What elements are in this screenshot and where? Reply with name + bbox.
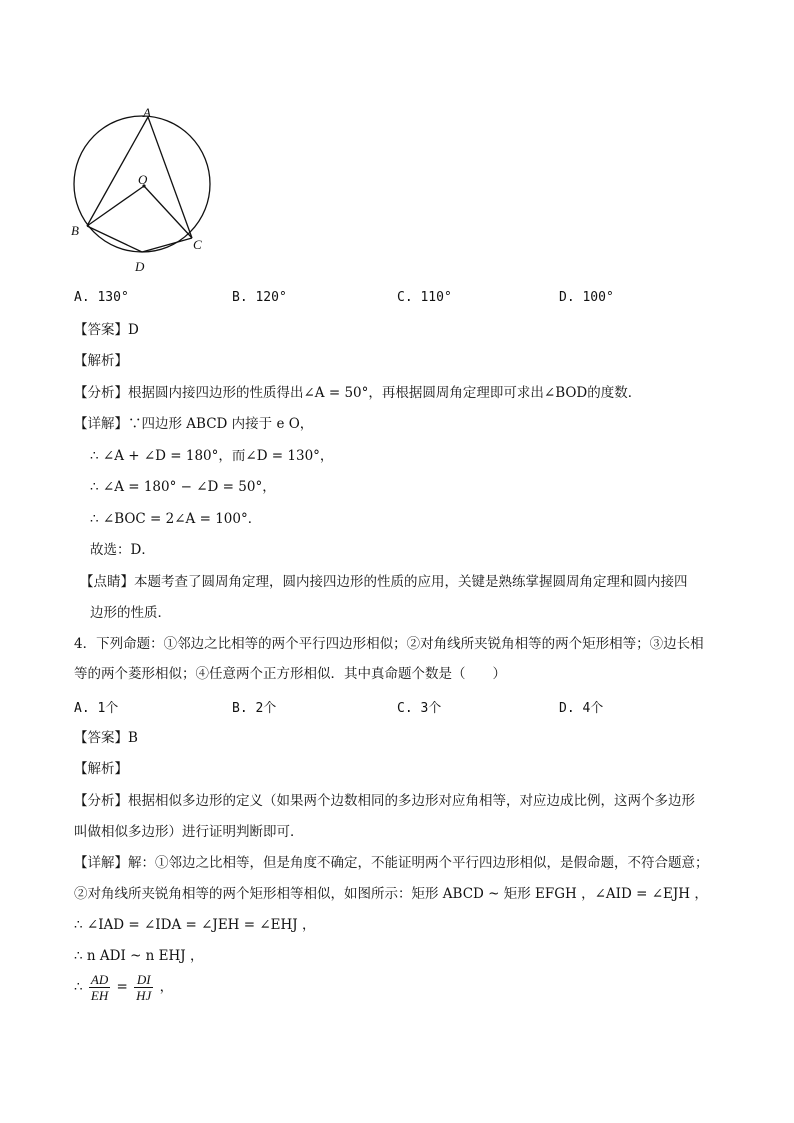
fraction-denominator: HJ — [136, 988, 152, 1003]
q4-option-d: D. 4个 — [559, 701, 604, 716]
q4-stem-line1: 4．下列命题：①邻边之比相等的两个平行四边形相似；②对角线所夹锐角相等的两个矩形相等；③边长相 — [74, 636, 704, 652]
q3-option-a: A. 130° — [74, 290, 129, 305]
q4-fenxi-line2: 叫做相似多边形）进行证明判断即可． — [74, 824, 304, 840]
fraction-numerator: AD — [90, 972, 109, 987]
q3-option-c: C. 110° — [397, 290, 452, 305]
q4-fenxi-line1: 【分析】根据相似多边形的定义（如果两个边数相同的多边形对应角相等，对应边成比例，这两个多边形 — [74, 793, 695, 809]
q4-option-c: C. 3个 — [397, 701, 442, 716]
q4-option-a: A. 1个 — [74, 701, 119, 716]
q3-conclusion: 故选：D． — [90, 542, 155, 558]
q3-xiangjie-tag: 【详解】 — [74, 416, 128, 432]
label-a: A — [143, 105, 151, 120]
fraction-di-hj — [134, 972, 153, 1003]
q3-xiangjie — [74, 414, 313, 434]
q4-line3: ∴ ∠IAD = ∠IDA = ∠JEH = ∠EHJ ， — [74, 917, 316, 933]
q3-step-2: ∴ ∠A = 180° − ∠D = 50°， — [90, 479, 276, 495]
q4-stem-line2: 等的两个菱形相似；④任意两个正方形相似．其中真命题个数是（ ） — [74, 666, 506, 682]
q4-option-b: B. 2个 — [232, 701, 277, 716]
label-b: B — [71, 223, 79, 238]
q3-analysis-heading: 【解析】 — [74, 353, 128, 369]
segment-ac — [148, 117, 192, 238]
segment-ob — [87, 186, 144, 226]
q3-step-1: ∴ ∠A + ∠D = 180°，而∠D = 130°， — [90, 448, 334, 464]
fraction-numerator: DI — [134, 972, 153, 988]
label-d: D — [135, 259, 145, 274]
q3-xiangjie-text: ∵四边形 ABCD 内接于 e O， — [128, 416, 314, 432]
segment-oc — [144, 186, 192, 238]
q4-line4: ∴ n ADI ~ n EHJ ， — [74, 948, 204, 964]
label-o: O — [138, 172, 148, 187]
q4-fraction-line — [74, 972, 173, 1003]
therefore-symbol: ∴ — [74, 979, 83, 995]
segment-bd — [87, 226, 142, 252]
circle-figure — [66, 104, 216, 280]
q4-xiangjie-line2: ②对角线所夹锐角相等的两个矩形相等相似，如图所示：矩形 ABCD ~ 矩形 EFGH ，∠AID = ∠EJH ， — [74, 886, 708, 902]
q4-analysis-heading: 【解析】 — [74, 761, 128, 777]
q4-answer: 【答案】B — [74, 730, 138, 746]
segment-dc — [142, 238, 192, 252]
comma: ， — [159, 979, 174, 995]
q3-fenxi: 【分析】根据圆内接四边形的性质得出∠A = 50°，再根据圆周角定理即可求出∠BOD的度数． — [74, 385, 642, 401]
geometry-diagram — [66, 104, 216, 280]
fraction-denominator: EH — [90, 988, 109, 1003]
q3-dianjing-line2: 边形的性质． — [90, 605, 171, 621]
q3-answer: 【答案】D — [74, 322, 139, 338]
equals-sign: = — [116, 979, 128, 995]
q4-xiangjie-line1: 【详解】解：①邻边之比相等，但是角度不确定，不能证明两个平行四边形相似，是假命题，不符合题意； — [74, 855, 709, 871]
label-c: C — [193, 237, 202, 252]
q3-option-b: B. 120° — [232, 290, 287, 305]
q3-option-d: D. 100° — [559, 290, 614, 305]
fraction-ad-eh — [89, 972, 110, 1003]
q3-step-3: ∴ ∠BOC = 2∠A = 100°． — [90, 511, 262, 527]
q3-dianjing-line1: 【点睛】本题考查了圆周角定理，圆内接四边形的性质的应用，关键是熟练掌握圆周角定理和圆内接四 — [80, 574, 688, 590]
